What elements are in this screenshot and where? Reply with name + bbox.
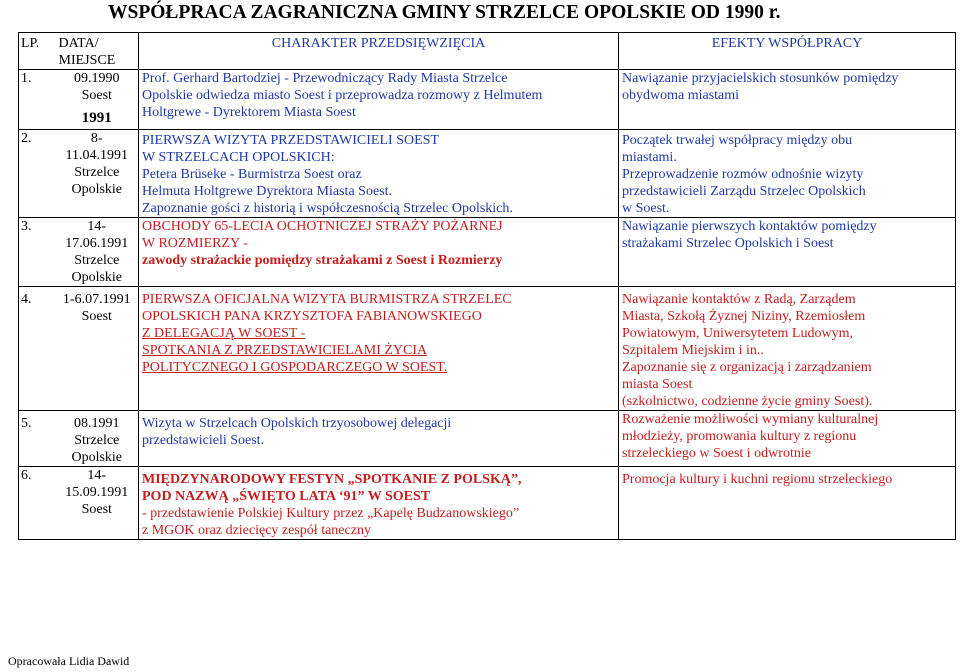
- row-date: 09.1990 Soest 1991: [59, 70, 139, 130]
- row-date: 8- 11.04.1991 Strzelce Opolskie: [59, 130, 139, 218]
- table-row: [19, 287, 956, 411]
- row-date: 14- 17.06.1991 Strzelce Opolskie: [59, 218, 139, 287]
- row-character: MIĘDZYNARODOWY FESTYN „SPOTKANIE Z POLSKĄ”, POD NAZWĄ „ŚWIĘTO LATA ‘91” W SOEST - przedstawienie Polskiej Kultury przez „Kapelę Budzanowskiego” z MGOK oraz dziecięcy zespół taneczny: [139, 467, 619, 540]
- header-lp: LP.: [19, 33, 59, 70]
- row-effects: Początek trwałej współpracy między obu miastami. Przeprowadzenie rozmów odnośnie wizyty przedstawicieli Zarządu Strzelec Opolskich w Soest.: [619, 130, 956, 218]
- table-row: [19, 70, 956, 130]
- table-row: [19, 467, 956, 540]
- table-row: [19, 130, 956, 218]
- row-character: Wizyta w Strzelcach Opolskich trzyosobowej delegacji przedstawicieli Soest.: [139, 411, 619, 467]
- row-lp: 3.: [19, 218, 59, 287]
- table-row: [19, 411, 956, 467]
- row-date: 1-6.07.1991 Soest: [59, 287, 139, 411]
- row-effects: Rozważenie możliwości wymiany kulturalnej młodzieży, promowania kultury z regionu strzeleckiego w Soest i odwrotnie: [619, 411, 956, 467]
- row-lp: 6.: [19, 467, 59, 540]
- table-header-row: [19, 33, 956, 70]
- cooperation-table: [18, 32, 956, 540]
- table-row: [19, 218, 956, 287]
- row-lp: 2.: [19, 130, 59, 218]
- row-character: PIERWSZA OFICJALNA WIZYTA BURMISTRZA STRZELEC OPOLSKICH PANA KRZYSZTOFA FABIANOWSKIEGO Z DELEGACJĄ W SOEST - SPOTKANIA Z PRZEDSTAWICIELAMI ŻYCIA POLITYCZNEGO I GOSPODARCZEGO W SOEST.: [139, 287, 619, 411]
- row-effects: Nawiązanie pierwszych kontaktów pomiędzy strażakami Strzelec Opolskich i Soest: [619, 218, 956, 287]
- row-lp: 5.: [19, 411, 59, 467]
- row-lp: 1.: [19, 70, 59, 130]
- row-lp: 4.: [19, 287, 59, 411]
- header-character: CHARAKTER PRZEDSIĘWZIĘCIA: [139, 33, 619, 70]
- row-effects: Nawiązanie przyjacielskich stosunków pomiędzy obydwoma miastami: [619, 70, 956, 130]
- row-date: 08.1991 Strzelce Opolskie: [59, 411, 139, 467]
- row-character: OBCHODY 65-LECIA OCHOTNICZEJ STRAŻY POŻARNEJ W ROZMIERZY - zawody strażackie pomiędzy strażakami z Soest i Rozmierzy: [139, 218, 619, 287]
- row-effects: Promocja kultury i kuchni regionu strzeleckiego: [619, 467, 956, 540]
- footer-author: Opracowała Lidia Dawid: [8, 654, 130, 668]
- row-character: Prof. Gerhard Bartodziej - Przewodniczący Rady Miasta Strzelce Opolskie odwiedza miasto Soest i przeprowadza rozmowy z Helmutem Holtgrewe - Dyrektorem Miasta Soest: [139, 70, 619, 130]
- header-date-place: DATA/ MIEJSCE: [59, 33, 139, 70]
- document-title: WSPÓŁPRACA ZAGRANICZNA GMINY STRZELCE OPOLSKIE OD 1990 r.: [108, 2, 781, 23]
- row-date: 14- 15.09.1991 Soest: [59, 467, 139, 540]
- row-character: PIERWSZA WIZYTA PRZEDSTAWICIELI SOEST W STRZELCACH OPOLSKICH: Petera Brüseke - Burmistrza Soest oraz Helmuta Holtgrewe Dyrektora Miasta Soest. Zapoznanie gości z historią i współczesnością Strzelec Opolskich.: [139, 130, 619, 218]
- header-effects: EFEKTY WSPÓŁPRACY: [619, 33, 956, 70]
- row-effects: Nawiązanie kontaktów z Radą, Zarządem Miasta, Szkołą Żyznej Niziny, Rzemiosłem Powiatowym, Uniwersytetem Ludowym, Szpitalem Miejskim i in.. Zapoznanie się z organizacją i zarządzaniem miasta Soest (szkolnictwo, codzienne życie gminy Soest).: [619, 287, 956, 411]
- year-marker: 1991: [81, 110, 112, 126]
